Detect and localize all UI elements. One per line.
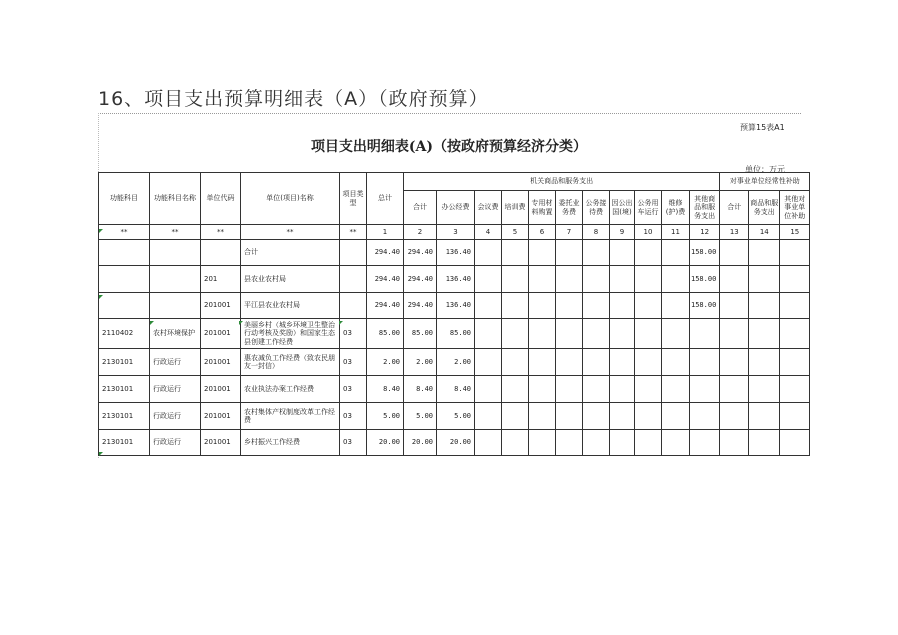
- header-sub-6: 委托业务费: [556, 191, 583, 225]
- cell-unit-name: 合计: [241, 240, 340, 266]
- cell-total: 294.40: [367, 266, 404, 293]
- cell-empty: [475, 266, 502, 293]
- header-group-goods: 机关商品和服务支出: [404, 173, 720, 191]
- cell-func-code: 2130101: [99, 349, 150, 376]
- cell-empty: [502, 349, 529, 376]
- cell-func-name: 行政运行: [150, 430, 201, 456]
- cell-empty: [720, 349, 749, 376]
- header-sub-12: 合计: [720, 191, 749, 225]
- cell-empty: [529, 403, 556, 430]
- cell-empty: [780, 403, 810, 430]
- cell-empty: [635, 349, 662, 376]
- header-col-number: 2: [404, 225, 437, 240]
- report-title: 项目支出明细表(A)（按政府预算经济分类）: [310, 139, 588, 155]
- table-row: [99, 319, 810, 349]
- cell-other-goods: [690, 430, 720, 456]
- header-sub-8: 因公出国(境): [610, 191, 635, 225]
- cell-empty: [583, 430, 610, 456]
- cell-empty: [583, 319, 610, 349]
- cell-empty: [720, 376, 749, 403]
- cell-empty: [720, 293, 749, 319]
- cell-total: 2.00: [367, 349, 404, 376]
- cell-empty: [529, 319, 556, 349]
- report-code: 预算15表A1: [740, 123, 785, 132]
- header-sub-7: 公务接待费: [583, 191, 610, 225]
- cell-empty: [502, 266, 529, 293]
- cell-empty: [635, 266, 662, 293]
- cell-marker: [99, 452, 103, 456]
- cell-empty: [583, 266, 610, 293]
- header-func-name: 功能科目名称: [150, 173, 201, 225]
- cell-unit-code: 201001: [201, 293, 241, 319]
- cell-empty: [720, 240, 749, 266]
- cell-unit-name: 乡村振兴工作经费: [241, 430, 340, 456]
- cell-empty: [662, 403, 690, 430]
- cell-unit-code: [201, 240, 241, 266]
- table-row: [99, 430, 810, 456]
- table-row: [99, 376, 810, 403]
- cell-empty: [780, 319, 810, 349]
- cell-empty: [610, 349, 635, 376]
- cell-empty: [556, 266, 583, 293]
- cell-unit-name: 县农业农村局: [241, 266, 340, 293]
- cell-empty: [662, 266, 690, 293]
- cell-empty: [720, 430, 749, 456]
- header-sub-5: 专用材料购置: [529, 191, 556, 225]
- cell-marker: [339, 321, 343, 325]
- cell-empty: [610, 266, 635, 293]
- header-col-number: 9: [610, 225, 635, 240]
- cell-unit-name: 农业执法办案工作经费: [241, 376, 340, 403]
- cell-empty: [749, 293, 780, 319]
- cell-empty: [610, 430, 635, 456]
- cell-other-goods: [690, 403, 720, 430]
- cell-empty: [720, 319, 749, 349]
- cell-empty: [610, 240, 635, 266]
- cell-empty: [780, 266, 810, 293]
- cell-empty: [556, 293, 583, 319]
- cell-c3: 20.00: [437, 430, 475, 456]
- header-col-number: 14: [749, 225, 780, 240]
- cell-unit-name: 美丽乡村（城乡环境卫生整治行动考核及奖励）和国家生态县创建工作经费: [241, 319, 340, 349]
- header-sub-4: 培训费: [502, 191, 529, 225]
- header-col-number: 1: [367, 225, 404, 240]
- header-col-number: 5: [502, 225, 529, 240]
- cell-other-goods: 158.00: [690, 266, 720, 293]
- header-total: 总计: [367, 173, 404, 225]
- cell-func-name: [150, 293, 201, 319]
- header-col-number: 12: [690, 225, 720, 240]
- cell-empty: [780, 240, 810, 266]
- cell-func-code: [99, 266, 150, 293]
- cell-empty: [662, 349, 690, 376]
- cell-empty: [780, 430, 810, 456]
- header-star: **: [150, 225, 201, 240]
- header-sub-10: 维修(护)费: [662, 191, 690, 225]
- header-group-subsidy: 对事业单位经常性补助: [720, 173, 810, 191]
- cell-empty: [556, 403, 583, 430]
- cell-type: 03: [340, 430, 367, 456]
- unit-label: 单位：万元: [745, 165, 785, 174]
- cell-type: 03: [340, 403, 367, 430]
- cell-func-name: [150, 240, 201, 266]
- cell-empty: [583, 293, 610, 319]
- cell-unit-code: 201001: [201, 319, 241, 349]
- cell-empty: [749, 266, 780, 293]
- cell-c3: 136.40: [437, 266, 475, 293]
- header-col-number: 13: [720, 225, 749, 240]
- cell-total: 20.00: [367, 430, 404, 456]
- header-col-number: 7: [556, 225, 583, 240]
- header-star: **: [340, 225, 367, 240]
- cell-func-code: 2110402: [99, 319, 150, 349]
- cell-empty: [749, 349, 780, 376]
- header-star: **: [201, 225, 241, 240]
- cell-empty: [635, 240, 662, 266]
- cell-c2: 294.40: [404, 240, 437, 266]
- cell-c2: 294.40: [404, 266, 437, 293]
- cell-c2: 20.00: [404, 430, 437, 456]
- header-sub-9: 公务用车运行: [635, 191, 662, 225]
- cell-unit-name: 农村集体产权制度改革工作经费: [241, 403, 340, 430]
- cell-empty: [556, 349, 583, 376]
- cell-empty: [502, 376, 529, 403]
- header-sub-11: 其他商品和服务支出: [690, 191, 720, 225]
- cell-empty: [780, 376, 810, 403]
- cell-empty: [583, 403, 610, 430]
- header-func-code: 功能科目: [99, 173, 150, 225]
- cell-empty: [475, 430, 502, 456]
- cell-empty: [583, 240, 610, 266]
- cell-other-goods: [690, 376, 720, 403]
- header-unit-name: 单位(项目)名称: [241, 173, 340, 225]
- cell-total: 85.00: [367, 319, 404, 349]
- sheet-border-top: [98, 113, 801, 114]
- cell-c3: 136.40: [437, 293, 475, 319]
- table-row: [99, 266, 810, 293]
- cell-type: 03: [340, 376, 367, 403]
- cell-empty: [780, 293, 810, 319]
- header-col-number: 15: [780, 225, 810, 240]
- cell-empty: [583, 376, 610, 403]
- header-sub-14: 其他对事业单位补助: [780, 191, 810, 225]
- cell-empty: [475, 240, 502, 266]
- cell-c3: 2.00: [437, 349, 475, 376]
- table-row: [99, 240, 810, 266]
- cell-empty: [780, 349, 810, 376]
- cell-unit-code: 201001: [201, 349, 241, 376]
- cell-empty: [556, 376, 583, 403]
- cell-other-goods: [690, 349, 720, 376]
- header-col-number: 10: [635, 225, 662, 240]
- cell-empty: [610, 376, 635, 403]
- cell-unit-code: 201001: [201, 376, 241, 403]
- cell-empty: [635, 293, 662, 319]
- cell-empty: [502, 430, 529, 456]
- cell-c2: 5.00: [404, 403, 437, 430]
- cell-marker: [99, 229, 103, 233]
- cell-empty: [529, 430, 556, 456]
- cell-empty: [749, 430, 780, 456]
- cell-empty: [583, 349, 610, 376]
- cell-unit-name: 惠农减负工作经费（致农民朋友一封信）: [241, 349, 340, 376]
- table-row: [99, 403, 810, 430]
- cell-marker: [239, 321, 243, 325]
- cell-empty: [556, 240, 583, 266]
- cell-empty: [475, 319, 502, 349]
- cell-empty: [749, 240, 780, 266]
- cell-empty: [662, 240, 690, 266]
- cell-c3: 5.00: [437, 403, 475, 430]
- cell-empty: [475, 349, 502, 376]
- cell-empty: [610, 293, 635, 319]
- cell-empty: [502, 319, 529, 349]
- cell-func-code: [99, 293, 150, 319]
- header-col-number: 6: [529, 225, 556, 240]
- cell-empty: [556, 319, 583, 349]
- cell-empty: [749, 376, 780, 403]
- header-sub-2: 办公经费: [437, 191, 475, 225]
- header-col-number: 4: [475, 225, 502, 240]
- cell-empty: [529, 293, 556, 319]
- cell-type: 03: [340, 319, 367, 349]
- cell-type: [340, 266, 367, 293]
- header-star: **: [99, 225, 150, 240]
- cell-empty: [529, 376, 556, 403]
- cell-type: [340, 293, 367, 319]
- cell-unit-code: 201: [201, 266, 241, 293]
- cell-empty: [662, 430, 690, 456]
- cell-c3: 136.40: [437, 240, 475, 266]
- cell-type: 03: [340, 349, 367, 376]
- cell-unit-code: 201001: [201, 430, 241, 456]
- cell-total: 5.00: [367, 403, 404, 430]
- cell-marker: [150, 321, 154, 325]
- header-project-type: 项目类型: [340, 173, 367, 225]
- cell-empty: [749, 403, 780, 430]
- cell-empty: [720, 403, 749, 430]
- cell-marker: [99, 295, 103, 299]
- cell-empty: [529, 349, 556, 376]
- cell-c3: 8.40: [437, 376, 475, 403]
- cell-unit-code: 201001: [201, 403, 241, 430]
- cell-empty: [635, 319, 662, 349]
- cell-empty: [529, 240, 556, 266]
- header-col-number: 3: [437, 225, 475, 240]
- cell-c2: 2.00: [404, 349, 437, 376]
- cell-total: 8.40: [367, 376, 404, 403]
- cell-empty: [502, 293, 529, 319]
- cell-empty: [635, 430, 662, 456]
- cell-func-code: 2130101: [99, 376, 150, 403]
- budget-table: [98, 172, 810, 456]
- header-sub-13: 商品和服务支出: [749, 191, 780, 225]
- cell-c2: 294.40: [404, 293, 437, 319]
- cell-other-goods: 158.00: [690, 293, 720, 319]
- cell-empty: [610, 319, 635, 349]
- cell-empty: [662, 319, 690, 349]
- cell-empty: [610, 403, 635, 430]
- cell-func-name: [150, 266, 201, 293]
- header-row-numbers: [99, 225, 810, 240]
- cell-empty: [529, 266, 556, 293]
- cell-empty: [635, 403, 662, 430]
- cell-other-goods: 158.00: [690, 240, 720, 266]
- cell-empty: [502, 403, 529, 430]
- table-row: [99, 349, 810, 376]
- cell-unit-name: 平江县农业农村局: [241, 293, 340, 319]
- cell-empty: [475, 293, 502, 319]
- cell-total: 294.40: [367, 240, 404, 266]
- cell-empty: [662, 376, 690, 403]
- page-title: 16、项目支出预算明细表（A）（政府预算）: [98, 88, 489, 110]
- cell-empty: [475, 403, 502, 430]
- cell-c2: 8.40: [404, 376, 437, 403]
- cell-empty: [635, 376, 662, 403]
- cell-func-code: [99, 240, 150, 266]
- header-col-number: 8: [583, 225, 610, 240]
- header-col-number: 11: [662, 225, 690, 240]
- header-row-1: [99, 173, 810, 191]
- header-sub-1: 合计: [404, 191, 437, 225]
- cell-func-code: 2130101: [99, 430, 150, 456]
- cell-other-goods: [690, 319, 720, 349]
- cell-func-name: 农村环境保护: [150, 319, 201, 349]
- cell-empty: [502, 240, 529, 266]
- cell-empty: [749, 319, 780, 349]
- cell-type: [340, 240, 367, 266]
- cell-empty: [662, 293, 690, 319]
- cell-func-code: 2130101: [99, 403, 150, 430]
- cell-empty: [556, 430, 583, 456]
- cell-c2: 85.00: [404, 319, 437, 349]
- cell-empty: [475, 376, 502, 403]
- cell-func-name: 行政运行: [150, 349, 201, 376]
- cell-empty: [720, 266, 749, 293]
- header-sub-3: 会议费: [475, 191, 502, 225]
- header-star: **: [241, 225, 340, 240]
- table-row: [99, 293, 810, 319]
- header-unit-code: 单位代码: [201, 173, 241, 225]
- cell-c3: 85.00: [437, 319, 475, 349]
- cell-total: 294.40: [367, 293, 404, 319]
- cell-func-name: 行政运行: [150, 376, 201, 403]
- cell-func-name: 行政运行: [150, 403, 201, 430]
